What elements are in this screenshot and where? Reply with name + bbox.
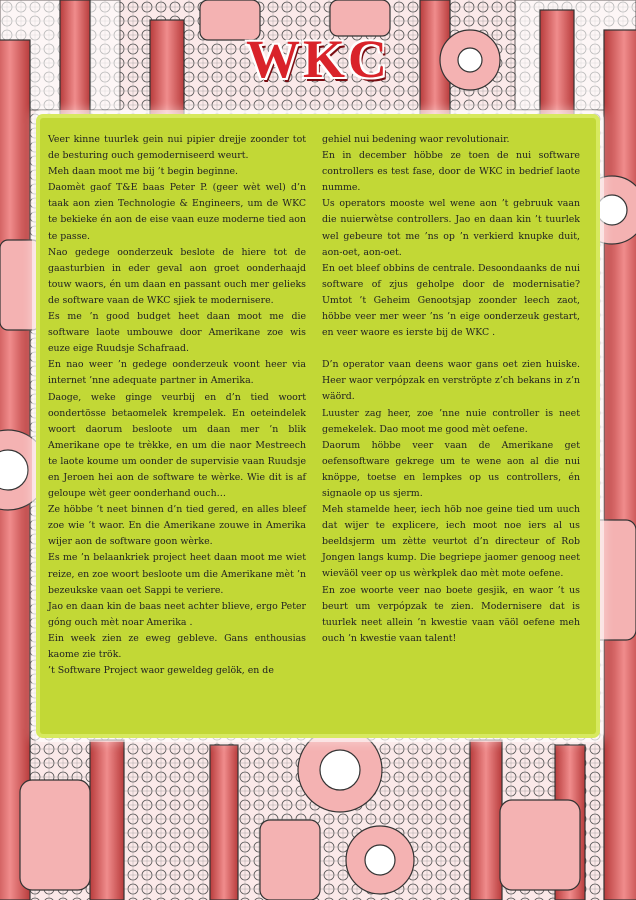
article-paragraph: Ein week zien ze eweg gebleve. Gans enthousias kaome zie trök.	[48, 632, 306, 660]
article-paragraph: Veer kinne tuurlek gein nui pipier drejje zoonder tot de besturing ouch gemoderniseerd weurt.	[48, 134, 306, 162]
article-paragraph: Ze höbbe ’t neet binnen d’n tied gered, en alles bleef zoe wie ’t waor. En die Amerikane zouwe in Amerika wijer aon de software goon wèrke.	[48, 504, 306, 548]
article-column-right	[322, 132, 580, 647]
article-paragraph: Jao en daan kin de baas neet achter blieve, ergo Peter góng ouch mèt noar Amerika .	[48, 600, 306, 628]
article-paragraph: gehiel nui bedening waor revolutionair.	[322, 134, 510, 145]
article-paragraph: Es me ’n good budget heet daan moot me die software laote umbouwe door Amerikane zoe wis euze eige Ruudsje Schafraad.	[48, 311, 306, 355]
article-paragraph: Luuster zag heer, zoe ’nne nuie controller is neet gemekelek. Dao moot me good mèt oefene.	[322, 407, 580, 435]
article-paragraph: En oet bleef obbins de centrale. Desoondaanks de nui software of zjus geholpe door de modernisatie? Umtot ’t Geheim Genootsjap zoonder leech zaot, höbbe veer mer weer ’ns ’n eige oonderzeuk gestart, en veer waore es ierste bij de WKC .	[322, 262, 580, 339]
article-column-left	[48, 132, 306, 679]
article-paragraph: Daomèt gaof T&E baas Peter P. (geer wèt wel) d’n taak aon zien Technologie & Engineers, um de WKC te bekieke én aon de eise vaan euze moderne tied aon te passe.	[48, 182, 306, 242]
article-paragraph: En nao weer ’n gedege oonderzeuk voont heer via internet ’nne adequate partner in Amerika.	[48, 359, 306, 387]
article-paragraph: En zoe woorte veer nao boete gesjik, en waor ’t us beurt um verpópzak te zien. Modernisere dat is tuurlek neet allein ’n kwestie vaan väöl oefene meh ouch ’n kwestie vaan talent!	[322, 584, 580, 644]
article-paragraph: Es me ’n belaankriek project heet daan moot me wiet reize, en zoe woort besloote um die Amerikane mèt ’n bezeukske vaan oet Sappi te veriere.	[48, 552, 306, 596]
article-paragraph: Daorum höbbe veer vaan de Amerikane get oefensoftware gekrege um te wene aon al die nui knöppe, toetse en lempkes op us controllers, én signaole op us sjerm.	[322, 439, 580, 499]
article-paragraph: Nao gedege oonderzeuk beslote de hiere tot de gaasturbien in eder geval aon groet oonderhaajd touw waors, én um daan en passant ouch mer gelieks de software vaan de WKC sjiek te modernisere.	[48, 246, 306, 306]
article-paragraph: En in december höbbe ze toen de nui software controllers es test fase, door de WKC in bedrief laote numme.	[322, 150, 580, 194]
article-paragraph: Daoge, weke ginge veurbij en d’n tied woort oondertösse betaomelek krempelek. En oeteindelek woort daorum besloote um daan mer ’n blik Amerikane ope te trèkke, en um die naor Mestreech te laote koume um oonder de supervisie vaan Ruudsje en Jeroen hei aon de software te wèrke. Wie dit is af geloupe wèt geer oonderhand ouch…	[48, 391, 306, 500]
article-paragraph: D’n operator vaan deens waor gans oet zien huiske. Heer waor verpópzak en verströpte z’ch bekans in z’n wäörd.	[322, 359, 580, 403]
article-paragraph: Meh stamelde heer, iech höb noe geine tied um uuch dat wijer te explicere, iech moot noe iers al us beeldsjerm um zètte veurtot d’n directeur of Rob Jongen langs kump. Die begriepe jaomer genoog neet wieväöl veer op us wèrkplek dao mèt mote oefene.	[322, 504, 580, 580]
article-paragraph: ’t Software Project waor geweldeg gelök, en de	[48, 665, 274, 677]
article-paragraph: Meh daan moot me bij ’t begin beginne.	[48, 166, 239, 178]
article-panel	[40, 118, 596, 734]
wkc-logo: WKC	[246, 29, 390, 89]
article-paragraph: Us operators mooste wel wene aon ’t gebruuk vaan die nuierwètse controllers. Jao en daan kin ’t tuurlek wel gebeure tot me ’ns op ’n verkierd knupke duit, aon-oet, aon-oet.	[322, 198, 580, 258]
